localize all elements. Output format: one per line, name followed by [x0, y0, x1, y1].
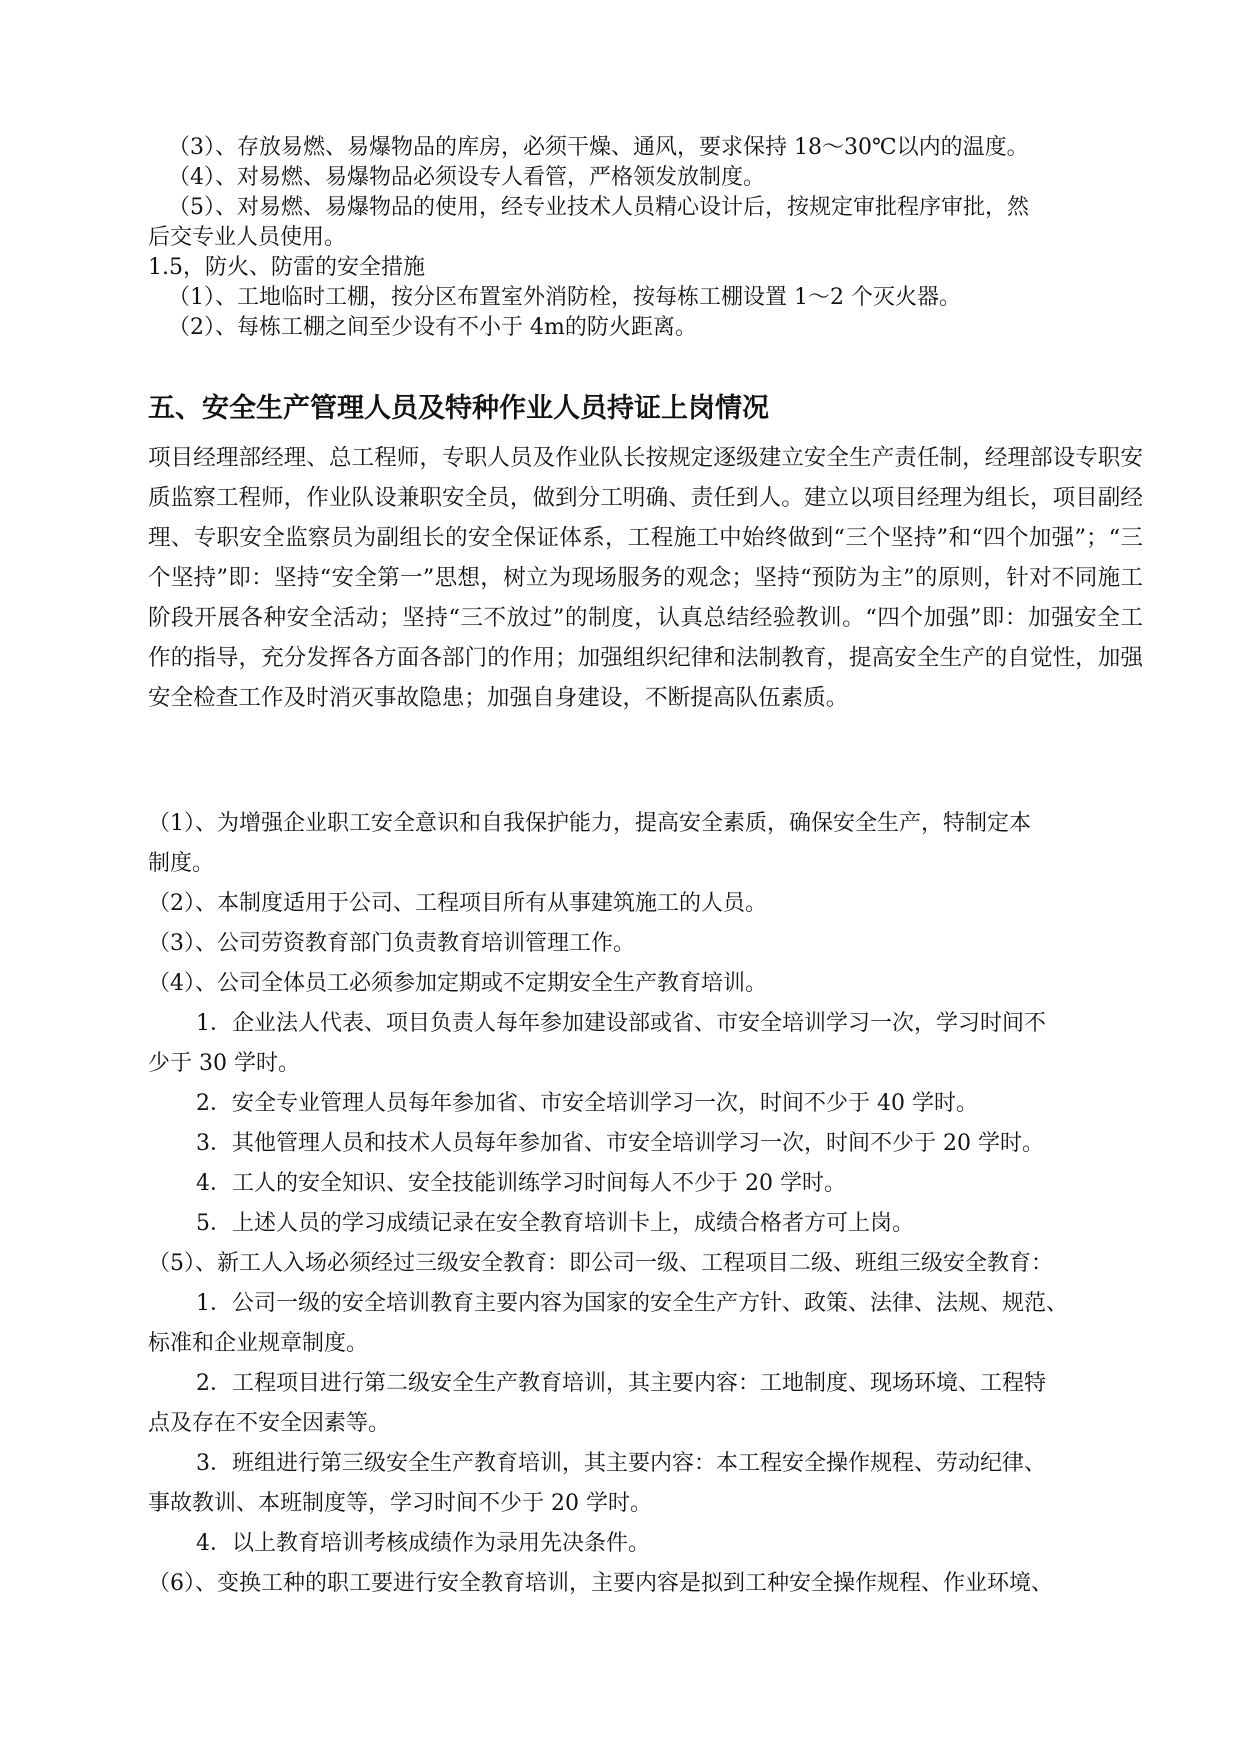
text-line: （2）、本制度适用于公司、工程项目所有从事建筑施工的人员。: [148, 891, 767, 916]
text-line: 3．班组进行第三级安全生产教育培训，其主要内容：本工程安全操作规程、劳动纪律、: [196, 1451, 1046, 1476]
text-line: 2．安全专业管理人员每年参加省、市安全培训学习一次，时间不少于 40 学时。: [196, 1091, 978, 1116]
intro-paragraph: [148, 438, 1143, 718]
text-line: 点及存在不安全因素等。: [148, 1411, 391, 1436]
text-line: （3）、公司劳资教育部门负责教育培训管理工作。: [148, 931, 635, 956]
text-line: （1）、工地临时工棚，按分区布置室外消防栓，按每栋工棚设置 1～2 个灭火器。: [168, 285, 961, 310]
text-line: （5）、对易燃、易爆物品的使用，经专业技术人员精心设计后，按规定审批程序审批，然: [168, 195, 1030, 220]
section-heading: 五、安全生产管理人员及特种作业人员持证上岗情况: [148, 393, 769, 424]
text-line: （2）、每栋工棚之间至少设有不小于 4m的防火距离。: [168, 315, 697, 340]
text-line: 4．工人的安全知识、安全技能训练学习时间每人不少于 20 学时。: [196, 1171, 846, 1196]
text-line: 1．公司一级的安全培训教育主要内容为国家的安全生产方针、政策、法律、法规、规范、: [196, 1291, 1069, 1316]
text-line: （5）、新工人入场必须经过三级安全教育：即公司一级、工程项目二级、班组三级安全教育：: [148, 1251, 1054, 1276]
text-line: 事故教训、本班制度等，学习时间不少于 20 学时。: [148, 1491, 652, 1516]
section-subtitle: 1.5，防火、防雷的安全措施: [148, 255, 425, 280]
text-line: 少于 30 学时。: [148, 1051, 300, 1076]
text-line: 3．其他管理人员和技术人员每年参加省、市安全培训学习一次，时间不少于 20 学时。: [196, 1131, 1044, 1156]
text-line: （4）、公司全体员工必须参加定期或不定期安全生产教育培训。: [148, 971, 767, 996]
text-line: （3）、存放易燃、易爆物品的库房，必须干燥、通风，要求保持 18～30℃以内的温度。: [168, 135, 1029, 160]
text-line: 2．工程项目进行第二级安全生产教育培训，其主要内容：工地制度、现场环境、工程特: [196, 1371, 1046, 1396]
text-line: （4）、对易燃、易爆物品必须设专人看管，严格领发放制度。: [168, 165, 765, 190]
text-line: 制度。: [148, 851, 215, 876]
text-line: 标准和企业规章制度。: [148, 1331, 369, 1356]
text-line: 后交专业人员使用。: [148, 225, 347, 250]
text-line: 4．以上教育培训考核成绩作为录用先决条件。: [196, 1531, 650, 1556]
text-line: 1．企业法人代表、项目负责人每年参加建设部或省、市安全培训学习一次，学习时间不: [196, 1011, 1046, 1036]
text-line: （1）、为增强企业职工安全意识和自我保护能力，提高安全素质，确保安全生产，特制定本: [148, 811, 1032, 836]
intro-paragraph-text: 项目经理部经理、总工程师，专职人员及作业队长按规定逐级建立安全生产责任制，经理部设专职安质监察工程师，作业队设兼职安全员，做到分工明确、责任到人。建立以项目经理为组长，项目副经理、专职安全监察员为副组长的安全保证体系，工程施工中始终做到“三个坚持”和“四个加强”；“三个坚持”即：坚持“安全第一”思想，树立为现场服务的观念；坚持“预防为主”的原则，针对不同施工阶段开展各种安全活动；坚持“三不放过”的制度，认真总结经验教训。“四个加强”即：加强安全工作的指导，充分发挥各方面各部门的作用；加强组织纪律和法制教育，提高安全生产的自觉性，加强安全检查工作及时消灭事故隐患；加强自身建设，不断提高队伍素质。: [148, 445, 1143, 711]
text-line: （6）、变换工种的职工要进行安全教育培训，主要内容是拟到工种安全操作规程、作业环境、: [148, 1571, 1054, 1596]
text-line: 5．上述人员的学习成绩记录在安全教育培训卡上，成绩合格者方可上岗。: [196, 1211, 914, 1236]
